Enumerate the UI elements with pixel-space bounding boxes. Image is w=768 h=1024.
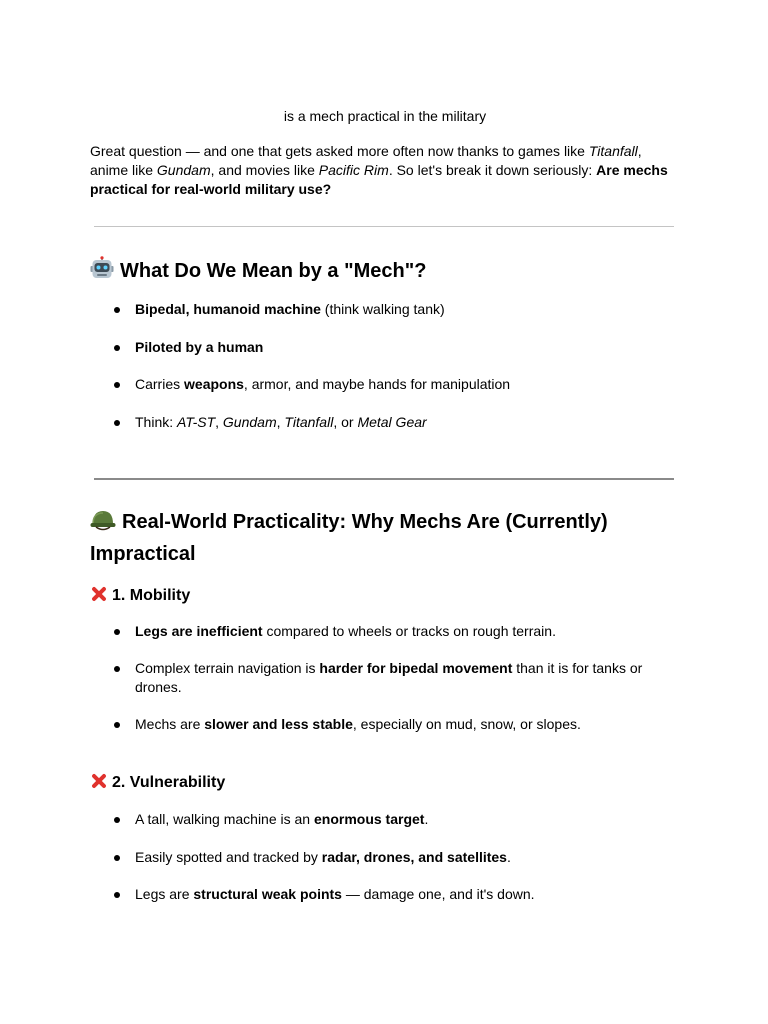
item-text: A tall, walking machine is an: [135, 811, 314, 827]
robot-face-icon: [90, 256, 114, 289]
list-item: [90, 622, 650, 641]
item-text: , armor, and maybe hands for manipulation: [243, 376, 511, 392]
item-text: .: [424, 811, 429, 827]
item-text: ,: [215, 413, 223, 430]
intro-paragraph: [90, 142, 682, 199]
item-text: ,: [276, 413, 285, 430]
vulnerability-list: [90, 810, 650, 923]
item-bold: slower and less stable: [204, 716, 353, 732]
list-item: [90, 715, 650, 734]
list-item: [90, 810, 650, 829]
intro-italic-pacific-rim: Pacific Rim: [318, 162, 389, 178]
intro-italic-gundam: Gundam: [156, 162, 211, 178]
divider: [94, 226, 674, 227]
item-text: than it is for tanks or drones.: [135, 660, 643, 695]
item-text: , or: [333, 413, 358, 430]
item-italic: Metal Gear: [357, 413, 427, 430]
item-italic: Titanfall: [284, 413, 334, 430]
intro-bold-question: Are mechs practical for real-world military use?: [90, 162, 668, 197]
item-italic: AT-ST: [177, 413, 216, 430]
item-bold: Bipedal, humanoid machine: [135, 301, 321, 317]
item-text: Think:: [135, 413, 178, 430]
intro-italic-titanfall: Titanfall: [588, 143, 638, 159]
heading-real-world: [90, 508, 680, 569]
item-text: , especially on mud, snow, or slopes.: [352, 716, 581, 732]
heading-mobility: [90, 585, 190, 606]
item-bold: harder for bipedal movement: [319, 660, 513, 676]
item-bold: weapons: [184, 376, 244, 392]
item-text: Complex terrain navigation is: [135, 660, 320, 676]
list-item: [90, 375, 650, 394]
item-bold: enormous target: [313, 811, 425, 827]
query-text: is a mech practical in the military: [283, 108, 487, 124]
cross-mark-icon: [90, 585, 108, 603]
intro-text-4: . So let's break it down seriously:: [388, 162, 597, 178]
item-bold: radar, drones, and satellites: [321, 848, 507, 865]
item-text: Legs are: [135, 886, 194, 902]
heading-mech-definition: [90, 256, 680, 289]
intro-text-3: , and movies like: [210, 162, 319, 178]
list-item: [90, 300, 650, 319]
military-helmet-icon: [90, 509, 116, 540]
item-text: — damage one, and it's down.: [341, 886, 535, 902]
list-item: [90, 338, 650, 357]
heading-vulnerability-text: 2. Vulnerability: [112, 774, 226, 791]
item-text: .: [506, 848, 511, 865]
mobility-list: [90, 622, 650, 752]
heading-vulnerability: [90, 772, 225, 793]
mech-definition-list: [90, 300, 650, 450]
intro-text-2: , anime like: [90, 143, 642, 178]
list-item: [90, 885, 650, 904]
item-bold: Piloted by a human: [135, 338, 264, 355]
list-item: [90, 413, 650, 432]
item-text: Easily spotted and tracked by: [135, 848, 322, 865]
item-bold: structural weak points: [193, 886, 342, 902]
item-text: (think walking tank): [320, 301, 445, 317]
intro-text-1: Great question — and one that gets asked more often now thanks to games like: [90, 143, 589, 159]
list-item: [90, 659, 650, 697]
cross-mark-icon: [90, 772, 108, 790]
item-text: Mechs are: [135, 716, 205, 732]
heading-mech-text: What Do We Mean by a "Mech"?: [120, 260, 427, 282]
divider: [94, 478, 674, 480]
list-item: [90, 848, 650, 867]
item-text: Carries: [135, 376, 185, 392]
item-text: compared to wheels or tracks on rough terrain.: [262, 623, 556, 639]
heading-real-text: Real-World Practicality: Why Mechs Are (Currently) Impractical: [90, 511, 608, 565]
heading-mobility-text: 1. Mobility: [112, 587, 191, 604]
item-italic: Gundam: [222, 413, 277, 430]
item-bold: Legs are inefficient: [135, 623, 263, 639]
